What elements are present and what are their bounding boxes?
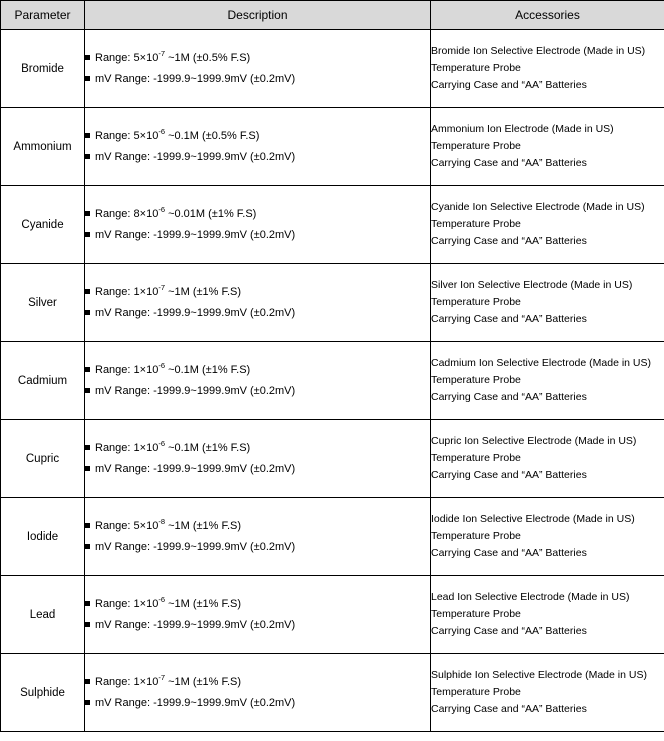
- table-header-row: [1, 1, 664, 30]
- bullet-square-icon: [85, 466, 90, 471]
- range-suffix: ~1M (±1% F.S): [165, 286, 242, 299]
- range-suffix: ~0.01M (±1% F.S): [165, 208, 257, 221]
- accessory-item: Temperature Probe: [431, 373, 521, 386]
- range-multiplier: ×: [139, 52, 147, 65]
- parameter-cell: [1, 186, 85, 264]
- range-exponent: -6: [158, 205, 166, 215]
- range-prefix: Range: 8: [95, 208, 140, 221]
- mv-range-line: [85, 147, 430, 167]
- accessory-item: Temperature Probe: [431, 139, 521, 152]
- range-prefix: Range: 5: [95, 520, 140, 533]
- table-row: [1, 108, 664, 186]
- bullet-square-icon: [85, 232, 90, 237]
- range-multiplier: ×: [139, 208, 147, 221]
- range-exponent: -6: [158, 361, 166, 371]
- range-line: [85, 594, 430, 614]
- description-cell: [85, 30, 431, 108]
- mv-range-text: mV Range: -1999.9~1999.9mV (±0.2mV): [95, 72, 296, 85]
- column-header-accessories: Accessories: [431, 1, 664, 30]
- parameter-label: Bromide: [21, 62, 64, 75]
- mv-range-text: mV Range: -1999.9~1999.9mV (±0.2mV): [95, 228, 296, 241]
- range-suffix: ~1M (±1% F.S): [165, 676, 242, 689]
- accessory-item: Bromide Ion Selective Electrode (Made in US): [431, 44, 646, 57]
- accessory-item: Iodide Ion Selective Electrode (Made in US): [431, 512, 635, 525]
- accessory-item: Temperature Probe: [431, 217, 521, 230]
- range-base: 10: [146, 442, 159, 455]
- range-multiplier: ×: [139, 598, 147, 611]
- accessories-cell: [431, 576, 664, 654]
- range-suffix: ~0.1M (±0.5% F.S): [165, 130, 260, 143]
- bullet-square-icon: [85, 289, 90, 294]
- bullet-square-icon: [85, 700, 90, 705]
- mv-range-line: [85, 693, 430, 713]
- parameter-label: Cupric: [25, 452, 60, 465]
- range-multiplier: ×: [139, 520, 147, 533]
- description-cell: [85, 498, 431, 576]
- table-row: [1, 576, 664, 654]
- table-row: [1, 654, 664, 732]
- description-cell: [85, 186, 431, 264]
- mv-range-text: mV Range: -1999.9~1999.9mV (±0.2mV): [95, 540, 296, 553]
- mv-range-line: [85, 537, 430, 557]
- accessory-item: Lead Ion Selective Electrode (Made in US): [431, 590, 630, 603]
- description-cell: [85, 342, 431, 420]
- accessory-item: Temperature Probe: [431, 529, 521, 542]
- range-exponent: -6: [158, 127, 166, 137]
- accessory-item: Temperature Probe: [431, 607, 521, 620]
- range-multiplier: ×: [139, 442, 147, 455]
- mv-range-line: [85, 381, 430, 401]
- bullet-square-icon: [85, 154, 90, 159]
- table-row: [1, 264, 664, 342]
- bullet-square-icon: [85, 679, 90, 684]
- accessory-item: Temperature Probe: [431, 295, 521, 308]
- range-prefix: Range: 5: [95, 130, 140, 143]
- range-base: 10: [146, 52, 159, 65]
- range-suffix: ~0.1M (±1% F.S): [165, 364, 251, 377]
- bullet-square-icon: [85, 523, 90, 528]
- range-suffix: ~1M (±1% F.S): [165, 520, 242, 533]
- table-row: [1, 498, 664, 576]
- range-line: [85, 204, 430, 224]
- range-prefix: Range: 1: [95, 676, 140, 689]
- bullet-square-icon: [85, 310, 90, 315]
- parameter-cell: [1, 576, 85, 654]
- table-row: [1, 420, 664, 498]
- range-line: [85, 438, 430, 458]
- accessories-cell: [431, 420, 664, 498]
- range-line: [85, 48, 430, 68]
- bullet-square-icon: [85, 445, 90, 450]
- range-base: 10: [146, 676, 159, 689]
- accessories-cell: [431, 342, 664, 420]
- mv-range-text: mV Range: -1999.9~1999.9mV (±0.2mV): [95, 384, 296, 397]
- range-base: 10: [146, 130, 159, 143]
- description-cell: [85, 576, 431, 654]
- range-base: 10: [146, 598, 159, 611]
- mv-range-text: mV Range: -1999.9~1999.9mV (±0.2mV): [95, 618, 296, 631]
- accessory-item: Cupric Ion Selective Electrode (Made in US): [431, 434, 637, 447]
- parameter-cell: [1, 498, 85, 576]
- range-base: 10: [146, 520, 159, 533]
- accessory-item: Carrying Case and “AA” Batteries: [431, 625, 587, 638]
- parameter-label: Cadmium: [17, 374, 68, 387]
- table-row: [1, 186, 664, 264]
- accessory-item: Carrying Case and “AA” Batteries: [431, 79, 587, 92]
- accessory-item: Cadmium Ion Selective Electrode (Made in US): [431, 356, 652, 369]
- accessory-item: Carrying Case and “AA” Batteries: [431, 547, 587, 560]
- bullet-square-icon: [85, 622, 90, 627]
- accessories-cell: [431, 108, 664, 186]
- parameter-cell: [1, 108, 85, 186]
- column-header-description: Description: [85, 1, 431, 30]
- mv-range-text: mV Range: -1999.9~1999.9mV (±0.2mV): [95, 696, 296, 709]
- mv-range-text: mV Range: -1999.9~1999.9mV (±0.2mV): [95, 150, 296, 163]
- accessory-item: Cyanide Ion Selective Electrode (Made in US): [431, 200, 645, 213]
- parameter-cell: [1, 342, 85, 420]
- accessory-item: Temperature Probe: [431, 61, 521, 74]
- bullet-square-icon: [85, 211, 90, 216]
- range-prefix: Range: 1: [95, 598, 140, 611]
- range-prefix: Range: 1: [95, 364, 140, 377]
- mv-range-text: mV Range: -1999.9~1999.9mV (±0.2mV): [95, 462, 296, 475]
- range-multiplier: ×: [139, 364, 147, 377]
- range-prefix: Range: 5: [95, 52, 140, 65]
- mv-range-line: [85, 459, 430, 479]
- bullet-square-icon: [85, 544, 90, 549]
- accessories-cell: [431, 264, 664, 342]
- mv-range-line: [85, 225, 430, 245]
- accessories-cell: [431, 498, 664, 576]
- accessories-cell: [431, 30, 664, 108]
- bullet-square-icon: [85, 133, 90, 138]
- accessories-cell: [431, 654, 664, 732]
- parameter-cell: [1, 654, 85, 732]
- bullet-square-icon: [85, 76, 90, 81]
- parameter-cell: [1, 264, 85, 342]
- accessory-item: Carrying Case and “AA” Batteries: [431, 703, 587, 716]
- range-prefix: Range: 1: [95, 442, 140, 455]
- range-line: [85, 282, 430, 302]
- range-line: [85, 360, 430, 380]
- accessory-item: Silver Ion Selective Electrode (Made in US): [431, 278, 633, 291]
- table-row: [1, 342, 664, 420]
- parameter-label: Cyanide: [21, 218, 64, 231]
- description-cell: [85, 420, 431, 498]
- range-base: 10: [146, 364, 159, 377]
- range-base: 10: [146, 286, 159, 299]
- column-header-parameter: Parameter: [1, 1, 85, 30]
- range-exponent: -7: [158, 49, 166, 59]
- range-exponent: -6: [158, 595, 166, 605]
- table-row: [1, 30, 664, 108]
- range-line: [85, 516, 430, 536]
- range-base: 10: [146, 208, 159, 221]
- accessory-item: Carrying Case and “AA” Batteries: [431, 391, 587, 404]
- bullet-square-icon: [85, 388, 90, 393]
- range-suffix: ~1M (±0.5% F.S): [165, 52, 251, 65]
- accessory-item: Carrying Case and “AA” Batteries: [431, 313, 587, 326]
- accessories-cell: [431, 186, 664, 264]
- parameter-label: Silver: [28, 296, 57, 309]
- parameter-cell: [1, 420, 85, 498]
- bullet-square-icon: [85, 367, 90, 372]
- accessory-item: Carrying Case and “AA” Batteries: [431, 469, 587, 482]
- accessory-item: Ammonium Ion Electrode (Made in US): [431, 122, 614, 135]
- parameter-label: Sulphide: [20, 686, 65, 699]
- parameter-cell: [1, 30, 85, 108]
- mv-range-text: mV Range: -1999.9~1999.9mV (±0.2mV): [95, 306, 296, 319]
- range-multiplier: ×: [139, 286, 147, 299]
- accessory-item: Temperature Probe: [431, 451, 521, 464]
- accessory-item: Carrying Case and “AA” Batteries: [431, 157, 587, 170]
- range-exponent: -7: [158, 283, 166, 293]
- accessory-item: Carrying Case and “AA” Batteries: [431, 235, 587, 248]
- range-prefix: Range: 1: [95, 286, 140, 299]
- range-line: [85, 126, 430, 146]
- parameter-label: Ammonium: [13, 140, 72, 153]
- bullet-square-icon: [85, 55, 90, 60]
- range-line: [85, 672, 430, 692]
- mv-range-line: [85, 303, 430, 323]
- range-multiplier: ×: [139, 676, 147, 689]
- accessory-item: Temperature Probe: [431, 685, 521, 698]
- accessory-item: Sulphide Ion Selective Electrode (Made in US): [431, 668, 647, 681]
- table-body: [1, 30, 664, 732]
- range-exponent: -8: [158, 517, 166, 527]
- range-multiplier: ×: [139, 130, 147, 143]
- description-cell: [85, 108, 431, 186]
- mv-range-line: [85, 69, 430, 89]
- description-cell: [85, 264, 431, 342]
- range-exponent: -6: [158, 439, 166, 449]
- parameter-label: Lead: [29, 608, 56, 621]
- parameter-label: Iodide: [26, 530, 59, 543]
- range-suffix: ~0.1M (±1% F.S): [165, 442, 251, 455]
- mv-range-line: [85, 615, 430, 635]
- range-suffix: ~1M (±1% F.S): [165, 598, 242, 611]
- bullet-square-icon: [85, 601, 90, 606]
- description-cell: [85, 654, 431, 732]
- range-exponent: -7: [158, 673, 166, 683]
